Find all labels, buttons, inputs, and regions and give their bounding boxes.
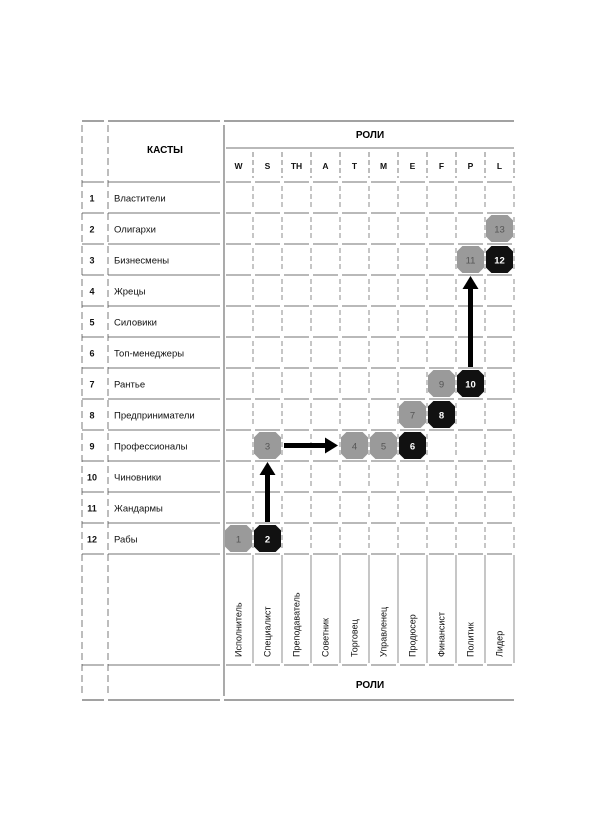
marker-number: 5: [380, 441, 387, 453]
marker-number: 1: [235, 534, 242, 546]
caste-name: Силовики: [114, 317, 157, 329]
step-marker-13: [486, 215, 513, 242]
marker-number: 11: [465, 255, 476, 267]
step-marker-12: [486, 246, 513, 273]
arrowhead: [260, 462, 276, 475]
caste-number: 7: [89, 379, 95, 390]
caste-number: 4: [89, 286, 95, 297]
marker-number: 4: [351, 441, 358, 453]
caste-name: Олигархи: [114, 224, 156, 236]
step-marker-11: [457, 246, 484, 273]
caste-number: 11: [87, 503, 97, 514]
role-letter: W: [234, 161, 243, 171]
role-name: Специалист: [262, 606, 273, 657]
arrow-shaft: [468, 288, 473, 367]
arrowhead: [325, 438, 338, 454]
marker-number: 2: [264, 534, 271, 546]
caste-number: 8: [89, 410, 95, 421]
caste-number: 3: [89, 255, 95, 266]
marker-number: 8: [438, 410, 445, 422]
step-marker-7: [399, 401, 426, 428]
caste-name: Рантье: [114, 379, 146, 391]
arrow-shaft: [265, 474, 270, 522]
step-marker-10: [457, 370, 484, 397]
step-marker-6: [399, 432, 426, 459]
arrow-up-3: [463, 276, 479, 367]
role-name: Исполнитель: [233, 602, 244, 657]
step-marker-9: [428, 370, 455, 397]
roles-header-top: РОЛИ: [355, 130, 385, 141]
diagram-content: [87, 161, 513, 657]
caste-number: 6: [89, 348, 95, 359]
role-letter: T: [351, 161, 358, 171]
step-marker-5: [370, 432, 397, 459]
caste-name: Предприниматели: [114, 410, 195, 422]
role-letter: A: [322, 161, 329, 171]
caste-number: 10: [86, 472, 98, 483]
role-letter: F: [438, 161, 445, 171]
step-marker-1: [225, 525, 252, 552]
role-name: Политик: [465, 622, 476, 657]
caste-name: Рабы: [114, 534, 138, 546]
caste-name: Бизнесмены: [114, 255, 170, 267]
role-letter: E: [409, 161, 416, 171]
role-name: Преподаватель: [291, 592, 302, 657]
role-letter: P: [467, 161, 474, 171]
role-letter: S: [264, 161, 271, 171]
marker-number: 7: [409, 410, 416, 422]
marker-number: 12: [494, 255, 505, 267]
caste-name: Профессионалы: [114, 441, 188, 453]
step-marker-4: [341, 432, 368, 459]
role-name: Советник: [320, 618, 331, 657]
roles-header-bottom: РОЛИ: [355, 680, 385, 691]
role-name: Торговец: [349, 619, 360, 657]
role-letter: M: [379, 161, 388, 171]
marker-number: 6: [409, 441, 416, 453]
caste-number: 5: [89, 317, 95, 328]
role-name: Лидер: [494, 630, 505, 657]
caste-name: Топ-менеджеры: [114, 348, 185, 360]
caste-number: 12: [86, 534, 98, 545]
step-marker-3: [254, 432, 281, 459]
marker-number: 13: [494, 224, 505, 236]
caste-name: Жандармы: [114, 503, 163, 515]
arrowhead: [463, 276, 479, 289]
castes-header: КАСТЫ: [147, 145, 183, 156]
role-letter: L: [496, 161, 503, 171]
caste-name: Властители: [114, 193, 166, 205]
caste-name: Жрецы: [114, 286, 146, 298]
caste-name: Чиновники: [114, 472, 162, 484]
role-name: Управленец: [378, 606, 389, 657]
marker-number: 9: [438, 379, 445, 391]
arrow-shaft: [284, 443, 326, 448]
role-name: Финансист: [436, 612, 447, 657]
marker-number: 3: [264, 441, 271, 453]
role-letter: TH: [290, 161, 303, 171]
step-marker-8: [428, 401, 455, 428]
caste-number: 1: [89, 193, 95, 204]
role-name: Продюсер: [407, 614, 418, 657]
step-marker-2: [254, 525, 281, 552]
caste-number: 9: [89, 441, 95, 452]
caste-number: 2: [89, 224, 95, 235]
marker-number: 10: [465, 379, 476, 391]
